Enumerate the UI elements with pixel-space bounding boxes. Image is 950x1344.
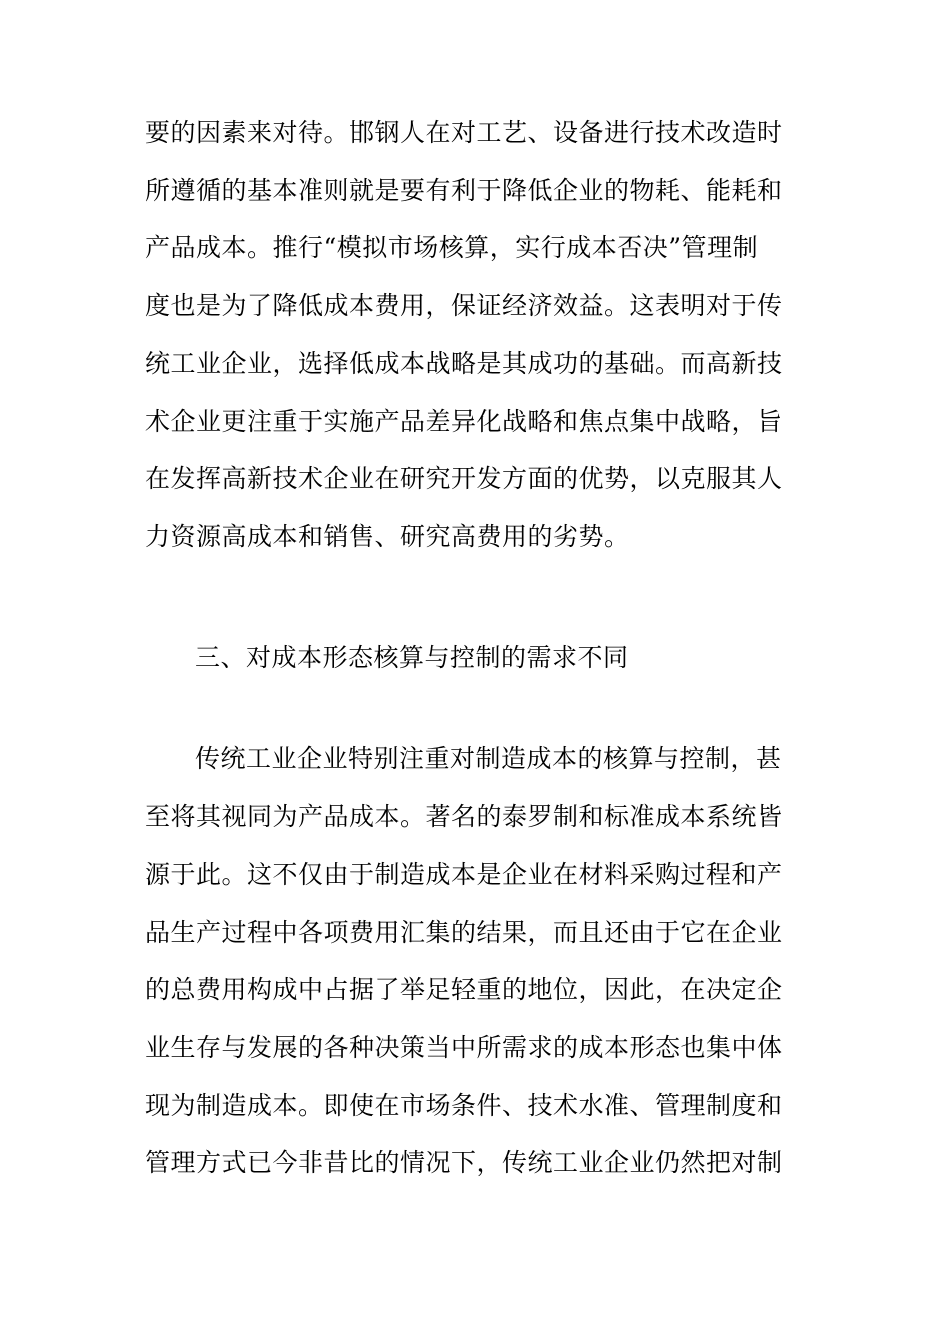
paragraph-line: 要的因素来对待。邯钢人在对工艺、设备进行技术改造时: [145, 118, 783, 147]
paragraph-line: 至将其视同为产品成本。著名的泰罗制和标准成本系统皆: [145, 802, 783, 831]
paragraph-line: 在发挥高新技术企业在研究开发方面的优势，以克服其人: [145, 464, 783, 493]
paragraph-line: 的总费用构成中占据了举足轻重的地位，因此，在决定企: [145, 975, 783, 1004]
paragraph-line: 品生产过程中各项费用汇集的结果，而且还由于它在企业: [145, 918, 783, 947]
paragraph-line: 源于此。这不仅由于制造成本是企业在材料采购过程和产: [145, 860, 783, 889]
paragraph-line: 业生存与发展的各种决策当中所需求的成本形态也集中体: [145, 1033, 783, 1062]
paragraph-line: 现为制造成本。即使在市场条件、技术水准、管理制度和: [145, 1091, 783, 1120]
paragraph-line: 力资源高成本和销售、研究高费用的劣势。: [145, 522, 630, 551]
section-heading: 三、对成本形态核算与控制的需求不同: [195, 643, 629, 672]
paragraph-line: 管理方式已今非昔比的情况下，传统工业企业仍然把对制: [145, 1148, 783, 1177]
paragraph-line: 传统工业企业特别注重对制造成本的核算与控制，甚: [195, 744, 782, 773]
paragraph-line: 产品成本。推行“模拟市场核算，实行成本否决”管理制: [145, 233, 759, 262]
paragraph-line: 度也是为了降低成本费用，保证经济效益。这表明对于传: [145, 291, 783, 320]
paragraph-line: 术企业更注重于实施产品差异化战略和焦点集中战略，旨: [145, 407, 783, 436]
paragraph-line: 统工业企业，选择低成本战略是其成功的基础。而高新技: [145, 349, 783, 378]
paragraph-line: 所遵循的基本准则就是要有利于降低企业的物耗、能耗和: [145, 176, 783, 205]
